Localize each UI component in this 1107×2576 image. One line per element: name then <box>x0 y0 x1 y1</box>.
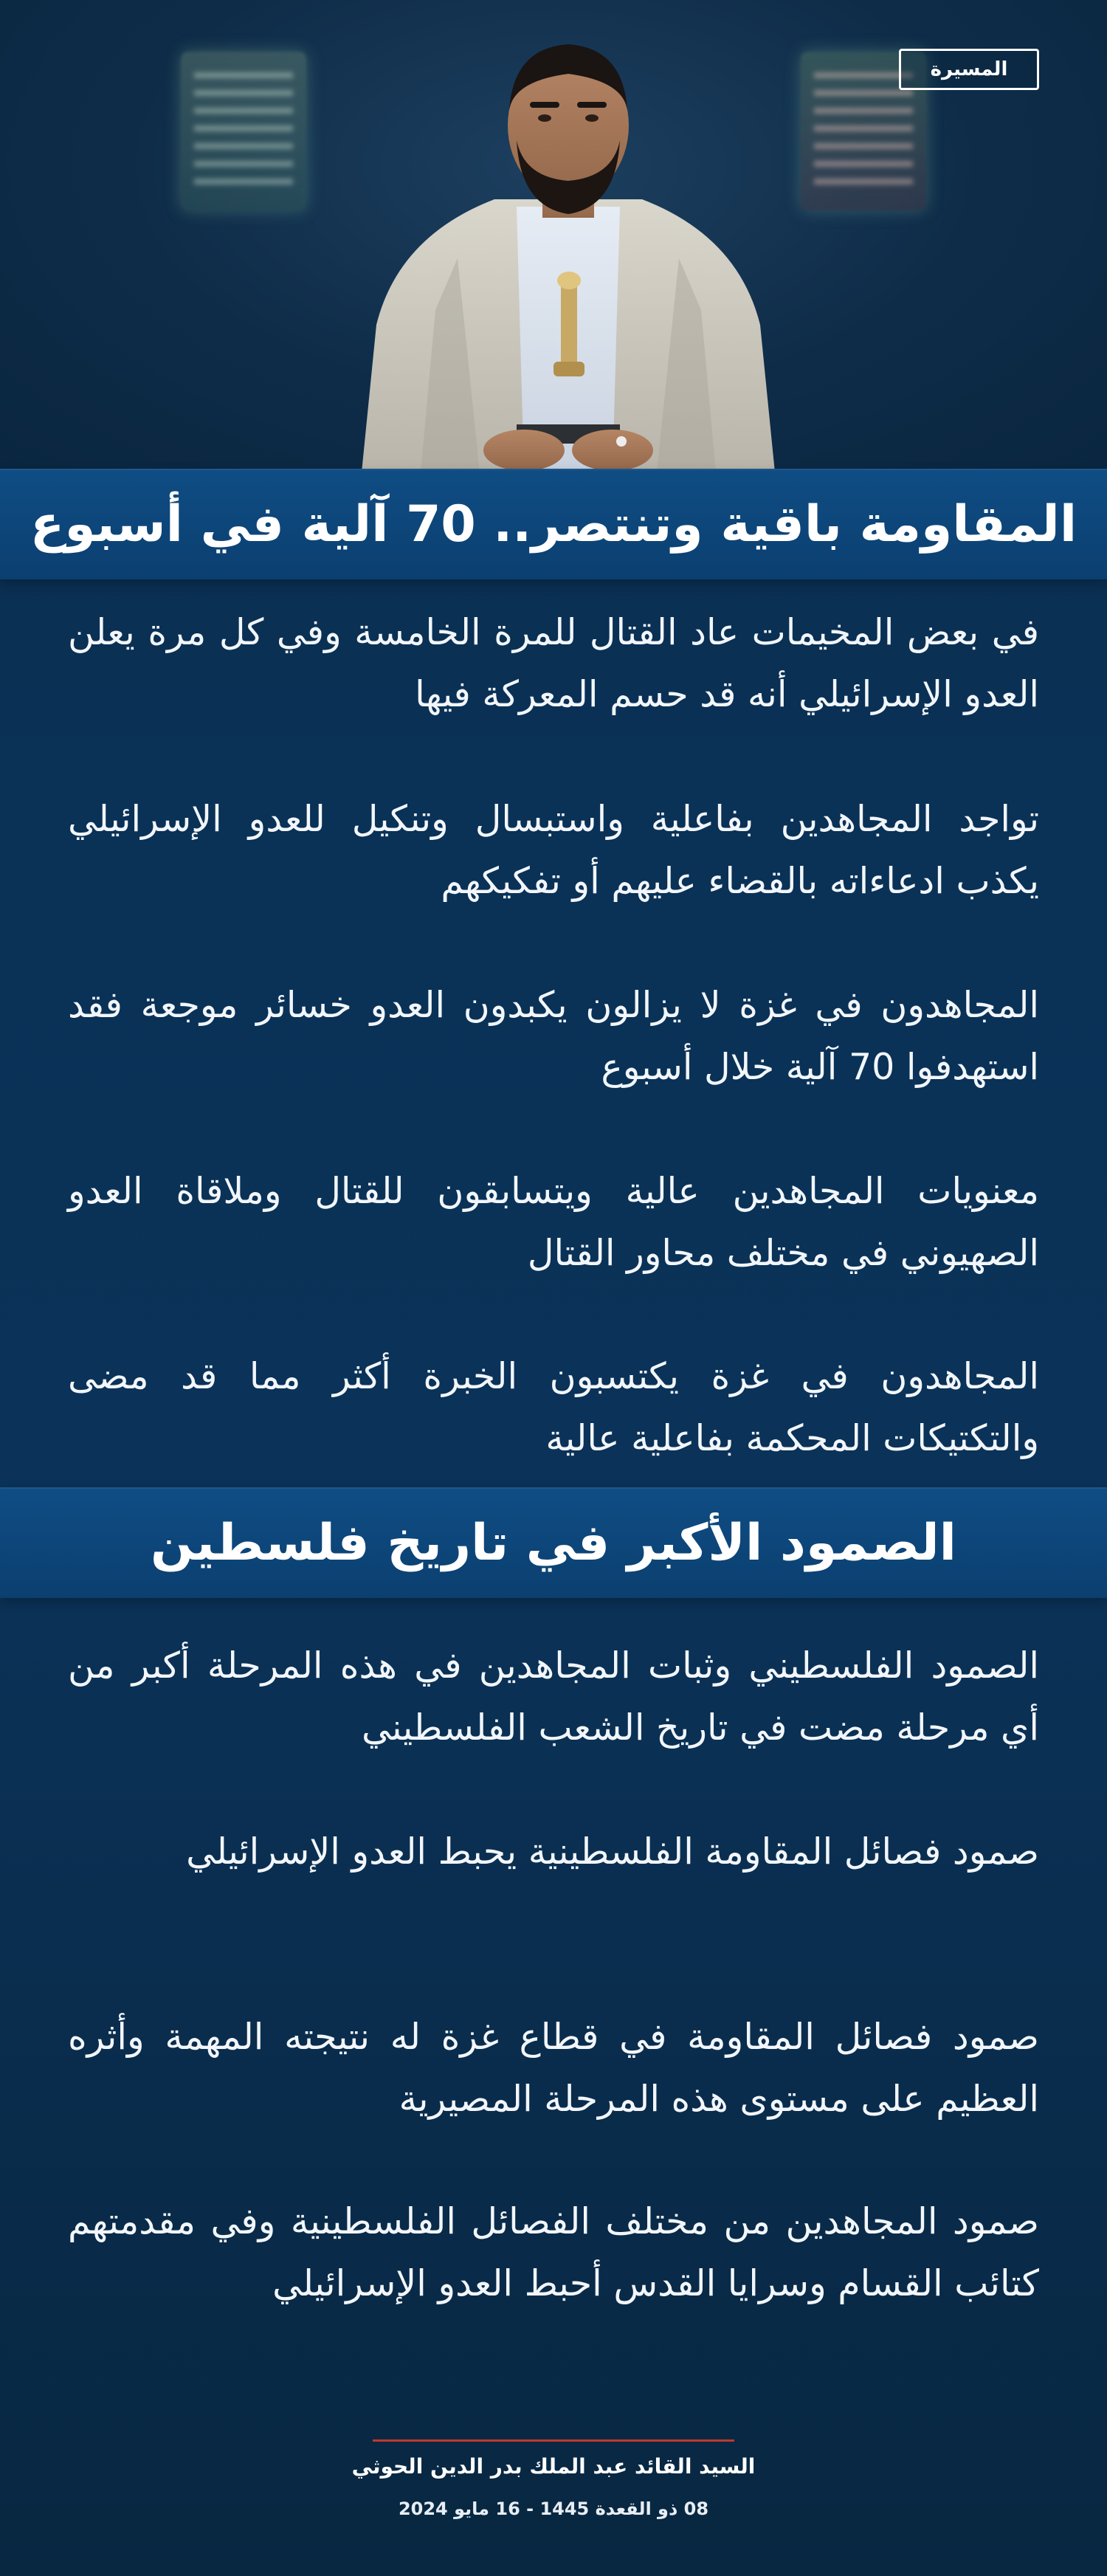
date-line: 08 ذو القعدة 1445 - 16 مايو 2024 <box>398 2498 709 2519</box>
section-title-bar <box>0 1487 1107 1598</box>
statement-paragraph: معنويات المجاهدين عالية ويتسابقون للقتال وملاقاة العدو الصهيوني في مختلف محاور القتال <box>68 1170 1039 1274</box>
footer-divider <box>373 2439 734 2442</box>
statement-paragraph: في بعض المخيمات عاد القتال للمرة الخامسة وفي كل مرة يعلن العدو الإسرائيلي أنه قد حسم المعركة فيها <box>68 611 1039 715</box>
statement-paragraph: صمود المجاهدين من مختلف الفصائل الفلسطينية وفي مقدمتهم كتائب القسام وسرايا القدس أحبط العدو الإسرائيلي <box>68 2200 1039 2304</box>
statement-paragraph: صمود فصائل المقاومة في قطاع غزة له نتيجته المهمة وأثره العظيم على مستوى هذه المرحلة المصيرية <box>68 2016 1039 2120</box>
statement-paragraph: المجاهدون في غزة يكتسبون الخبرة أكثر مما قد مضى والتكتيكات المحكمة بفاعلية عالية <box>68 1355 1039 1459</box>
header-hero <box>0 0 1107 472</box>
background-banner-left <box>181 52 306 210</box>
speaker-portrait <box>332 15 804 472</box>
statement-paragraph: المجاهدون في غزة لا يزالون يكبدون العدو خسائر موجعة فقد استهدفوا 70 آلية خلال أسبوع <box>68 984 1039 1088</box>
statement-paragraph: الصمود الفلسطيني وثبات المجاهدين في هذه المرحلة أكبر من أي مرحلة مضت في تاريخ الشعب الفلسطيني <box>68 1645 1039 1749</box>
brand-logo <box>899 49 1039 90</box>
statement-paragraph: صمود فصائل المقاومة الفلسطينية يحبط العدو الإسرائيلي <box>186 1831 1039 1873</box>
speaker-name: السيد القائد عبد الملك بدر الدين الحوثي <box>351 2454 756 2479</box>
section-title: المقاومة باقية وتنتصر.. 70 آلية في أسبوع <box>30 495 1077 554</box>
section-title: الصمود الأكبر في تاريخ فلسطين <box>151 1513 956 1572</box>
section-title-bar <box>0 469 1107 579</box>
brand-logo-text: المسيرة <box>930 58 1008 80</box>
statement-paragraph: تواجد المجاهدين بفاعلية واستبسال وتنكيل للعدو الإسرائيلي يكذب ادعاءاته بالقضاء عليهم أو تفكيكهم <box>68 798 1039 902</box>
